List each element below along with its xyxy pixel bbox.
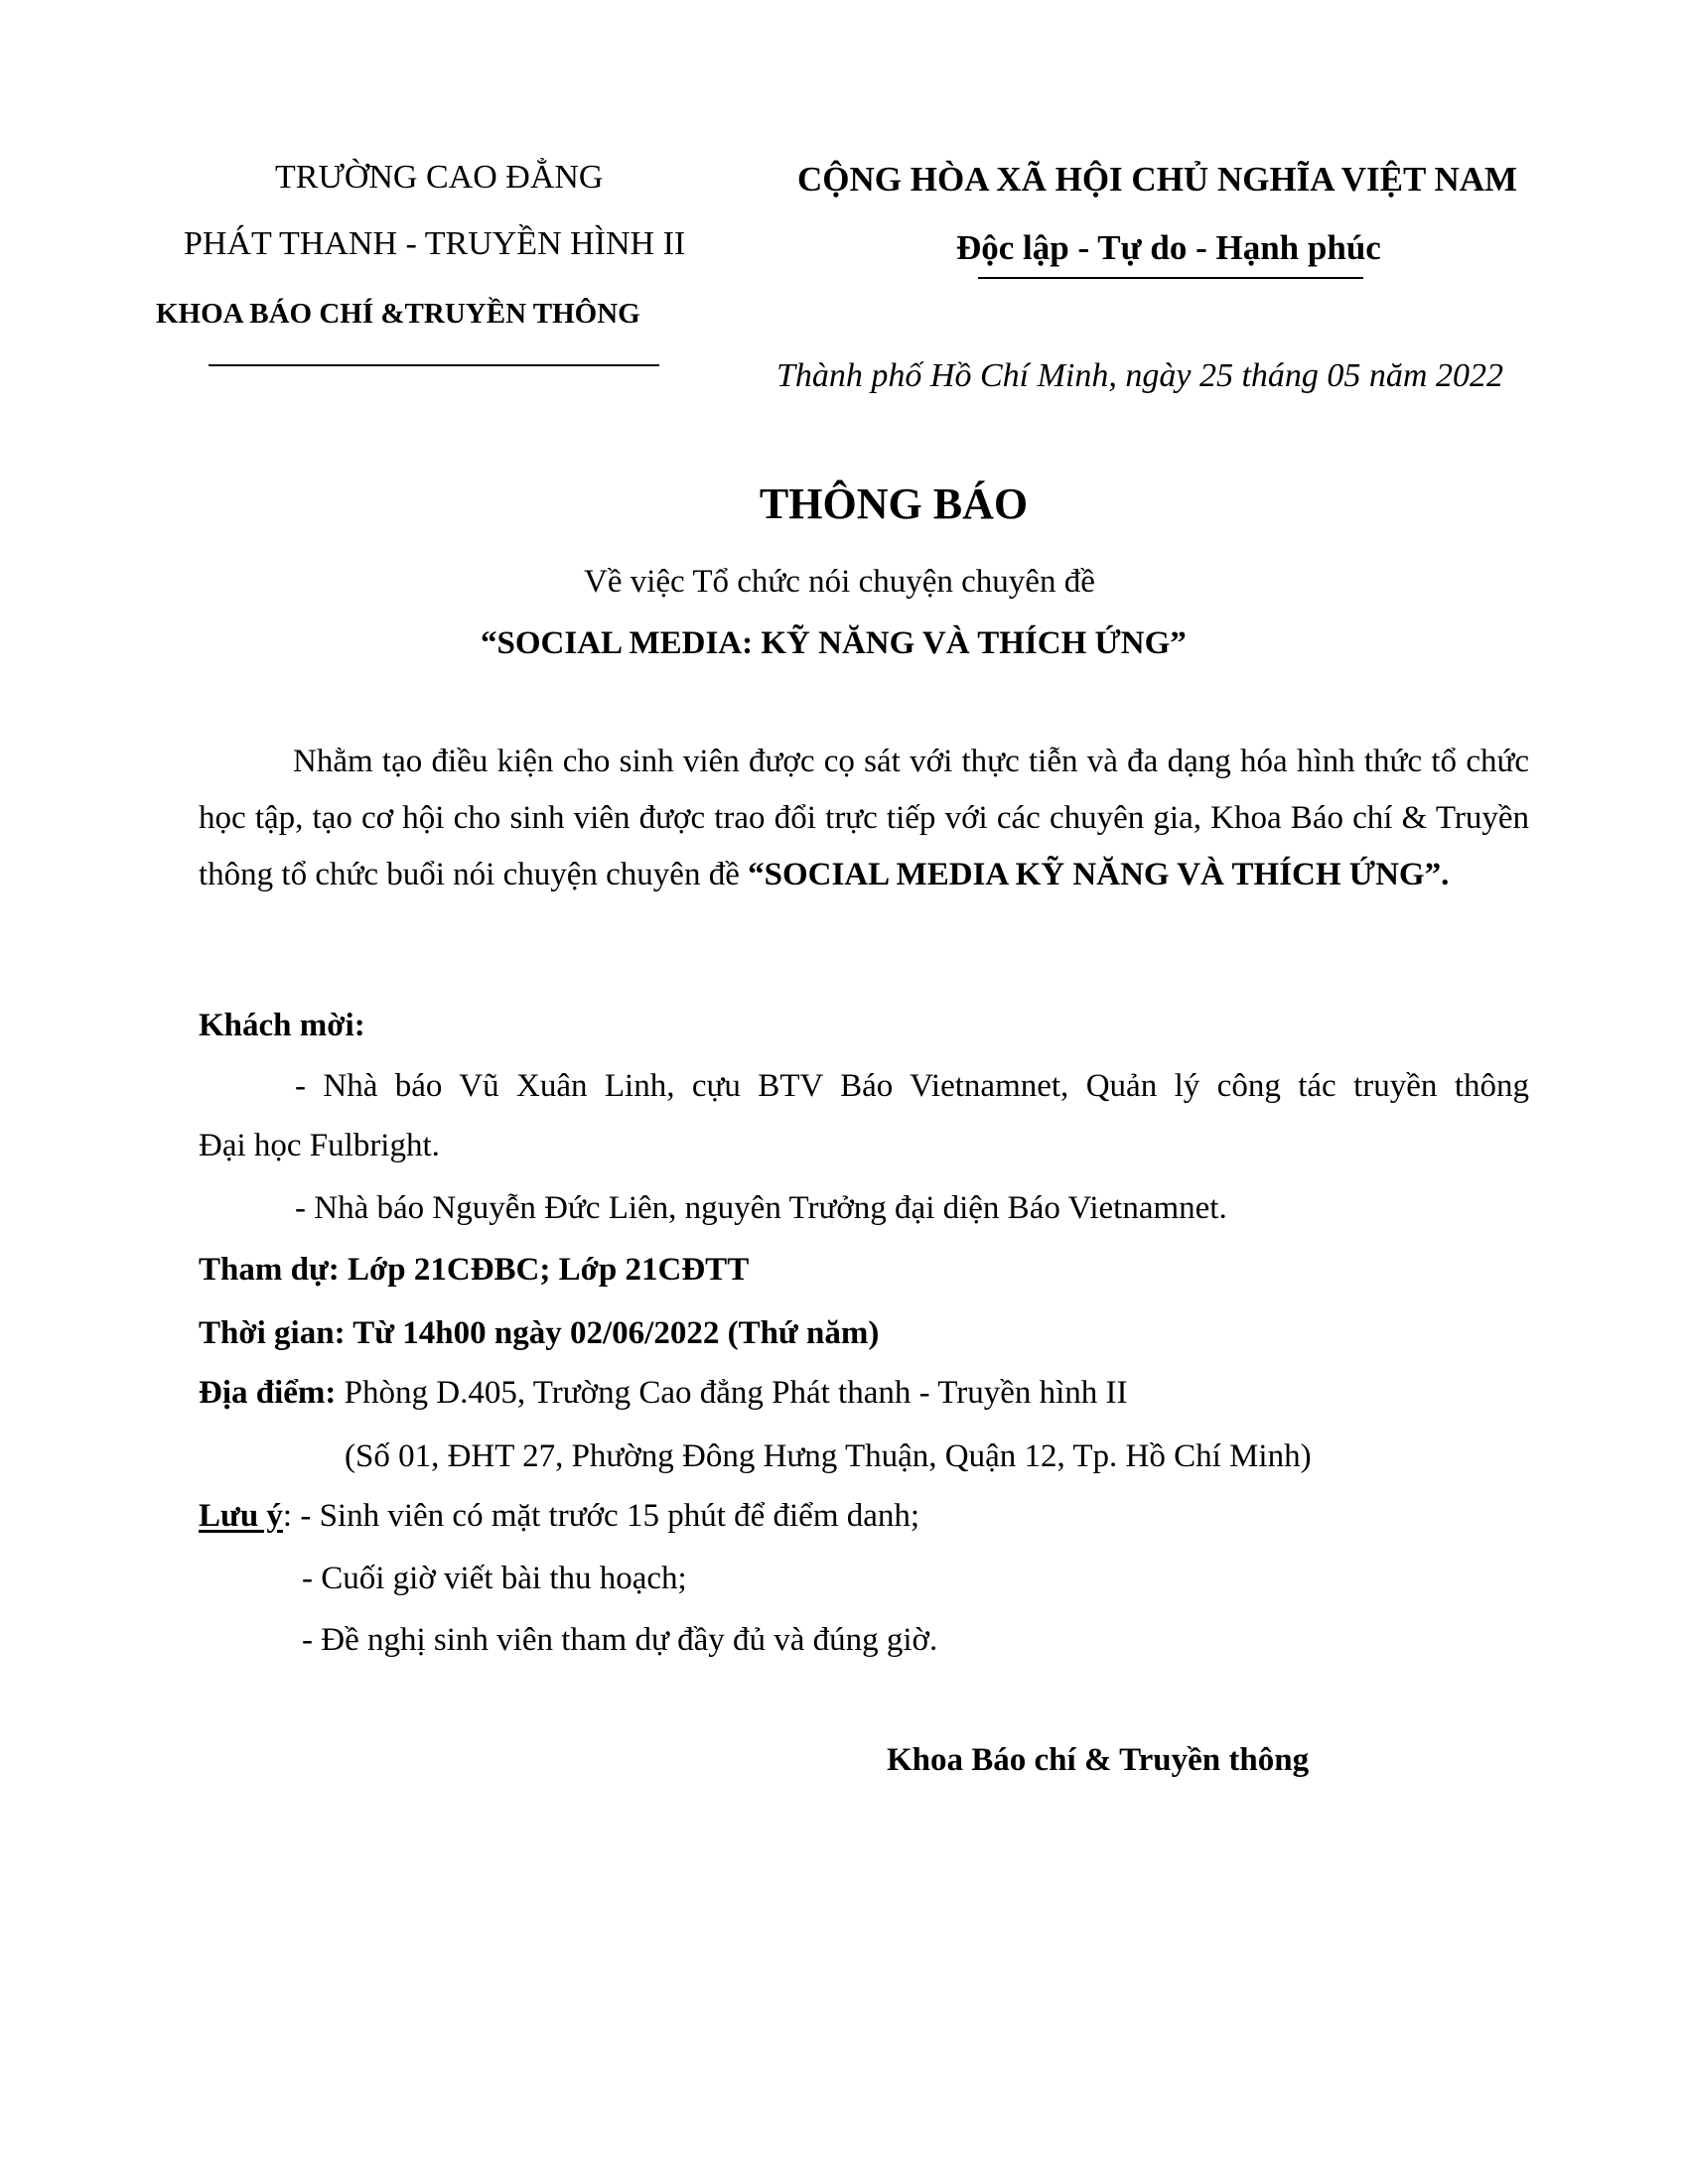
intro-topic: “SOCIAL MEDIA KỸ NĂNG VÀ THÍCH ỨNG”. xyxy=(748,857,1450,892)
motto-divider xyxy=(978,277,1363,279)
org-name-line2: PHÁT THANH - TRUYỀN HÌNH II xyxy=(184,225,686,262)
national-motto: Độc lập - Tự do - Hạnh phúc xyxy=(956,228,1381,267)
guests-label: Khách mời: xyxy=(199,1008,365,1043)
subject-line: Về việc Tổ chức nói chuyện chuyên đề xyxy=(584,564,1095,600)
location-address: (Số 01, ĐHT 27, Phường Đông Hưng Thuận, Quận 12, Tp. Hồ Chí Minh) xyxy=(345,1438,1312,1474)
note-3: - Đề nghị sinh viên tham dự đầy đủ và đúng giờ. xyxy=(302,1622,938,1658)
notes-line1 xyxy=(199,1498,919,1535)
org-divider xyxy=(209,364,659,366)
location-line xyxy=(199,1375,1128,1412)
attendees: Tham dự: Lớp 21CĐBC; Lớp 21CĐTT xyxy=(199,1252,750,1288)
note-1: : - Sinh viên có mặt trước 15 phút để điểm danh; xyxy=(282,1498,920,1534)
location-place: Phòng D.405, Trường Cao đẳng Phát thanh - Truyền hình II xyxy=(336,1375,1128,1411)
nation-name: CỘNG HÒA XÃ HỘI CHỦ NGHĨA VIỆT NAM xyxy=(797,160,1518,199)
org-department: KHOA BÁO CHÍ &TRUYỀN THÔNG xyxy=(156,298,640,330)
intro-text: Nhằm tạo điều kiện cho sinh viên được cọ sát với thực tiễn và đa dạng hóa hình thức tổ chức học tập, tạo cơ hội cho sinh viên được trao đổi trực tiếp với các chuyên gia, Khoa Báo chí & Truyền thông tổ chức buổi nói chuyện chuyên đề xyxy=(199,744,1529,892)
guest-1-line1: - Nhà báo Vũ Xuân Linh, cựu BTV Báo Vietnamnet, Quản lý công tác truyền thông xyxy=(295,1068,1529,1104)
document-title: THÔNG BÁO xyxy=(759,479,1029,528)
notes-label: Lưu ý xyxy=(199,1498,283,1534)
location-label: Địa điểm: xyxy=(199,1375,337,1411)
intro-paragraph xyxy=(199,734,1529,903)
signature-department: Khoa Báo chí & Truyền thông xyxy=(887,1742,1310,1778)
subject-topic: “SOCIAL MEDIA: KỸ NĂNG VÀ THÍCH ỨNG” xyxy=(481,625,1187,661)
note-2: - Cuối giờ viết bài thu hoạch; xyxy=(302,1561,687,1596)
event-time: Thời gian: Từ 14h00 ngày 02/06/2022 (Thứ năm) xyxy=(199,1315,880,1351)
guest-1-line2: Đại học Fulbright. xyxy=(199,1128,440,1163)
guest-2: - Nhà báo Nguyễn Đức Liên, nguyên Trưởng đại diện Báo Vietnamnet. xyxy=(295,1190,1227,1226)
org-name-line1: TRƯỜNG CAO ĐẲNG xyxy=(275,159,604,196)
issue-date: Thành phố Hồ Chí Minh, ngày 25 tháng 05 năm 2022 xyxy=(776,357,1503,394)
